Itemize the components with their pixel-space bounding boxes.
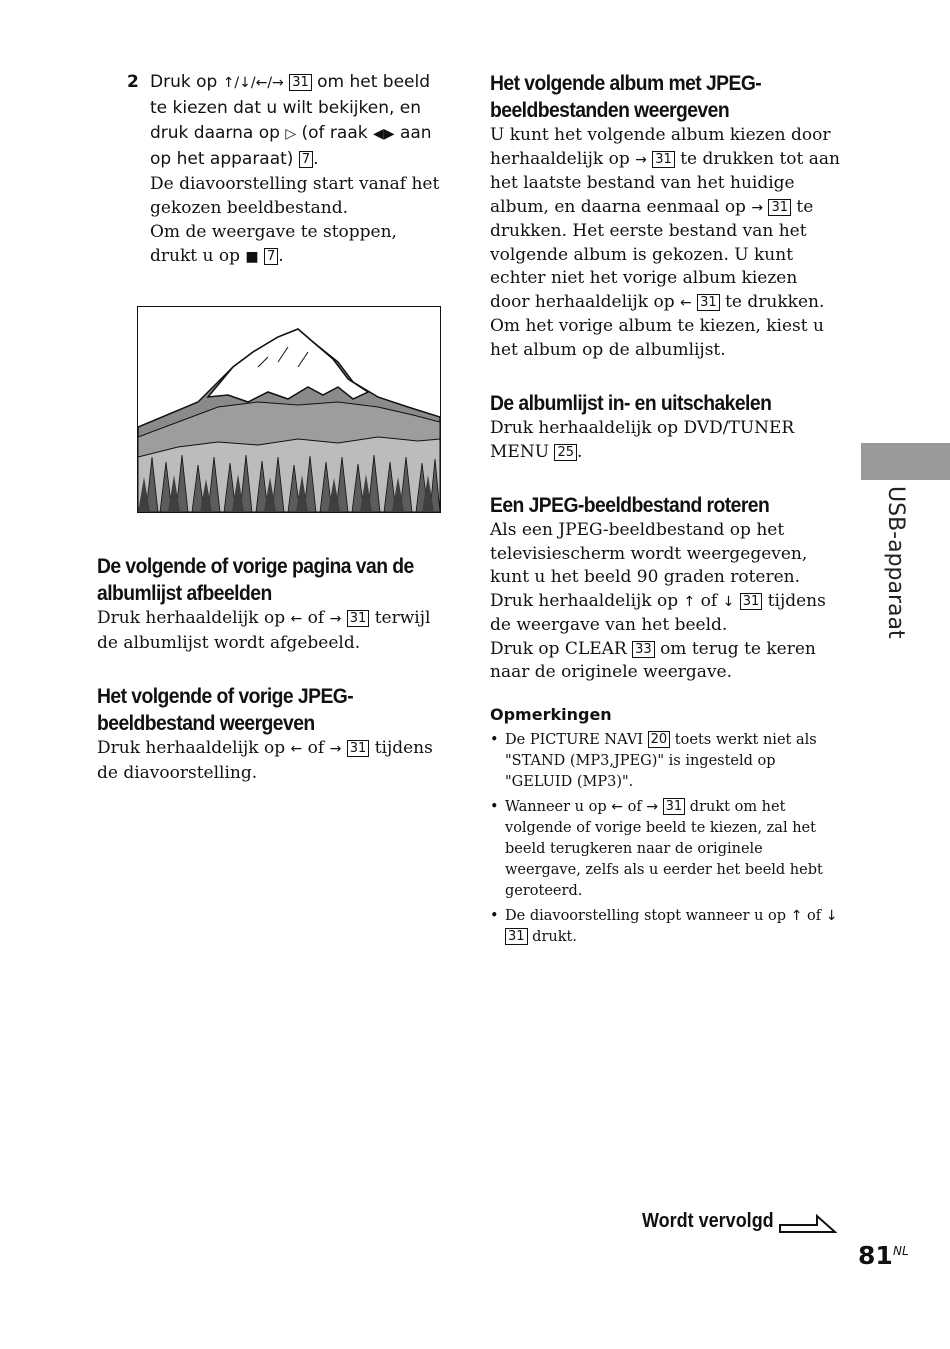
step-stop: Om de weergave te stoppen, drukt u op ■ 7 . [150,222,397,266]
arrow-down-icon: ↓ [825,907,838,924]
arrow-left-icon: ← [611,798,623,815]
section-heading: Het volgende album met JPEG-beeldbestanden weergeven [490,72,762,122]
section-heading: De albumlijst in- en uitschakelen [490,392,772,415]
arrow-left-icon: ← [680,294,692,311]
continued-label: Wordt vervolgd [642,1210,774,1232]
note-item: • De diavoorstelling stopt wanneer u op ↑ of ↓ 31 drukt. [490,906,840,948]
ref-number: 31 [289,74,312,91]
ref-number: 31 [740,593,763,610]
arrow-left-icon: ← [290,741,303,757]
section-next-prev-file [97,683,442,785]
step-number: 2 [127,72,139,92]
ref-number: 31 [347,740,370,757]
section-body: Druk herhaaldelijk op ↑ of ↓ 31 tijdens de weergave van het beeld. [490,590,826,635]
section-body: Druk herhaaldelijk op ← of → 31 tijdens de diavoorstelling. [97,738,433,783]
step-instruction: Druk op ↑/↓/←/→ 31 om het beeld te kiezen dat u wilt bekijken, en druk daarna op ▷ (of raak ◀▶ aan op het apparaat) 7 . [150,72,432,169]
section-heading: De volgende of vorige pagina van de albumlijst afbeelden [97,555,414,605]
section-body: Als een JPEG-beeldbestand op het televisiescherm wordt weergegeven, kunt u het beeld 90 graden roteren. [490,520,808,587]
mountain-landscape-icon [137,306,441,513]
section-body: Druk op CLEAR 33 om terug te keren naar de originele weergave. [490,638,816,682]
notes-block [490,705,840,948]
arrow-up-icon: ↑ [683,593,696,610]
arrow-right-icon: → [329,611,342,627]
arrow-right-icon: → [329,741,342,757]
section-body: U kunt het volgende album kiezen door herhaaldelijk op → 31 te drukken tot aan het laatste bestand van het huidige album, en daarna eenmaal op → 31 te drukken. Het eerste bestand van het volgende album is gekozen. U kunt echter niet het vorige album kiezen door herhaaldelijk op ← 31 te drukken. Om het vorige album te kiezen, kiest u het album op de albumlijst. [490,125,840,360]
note-item: • Wanneer u op ← of → 31 drukt om het volgende of vorige beeld te kiezen, zal het beeld terugkeren naar de originele weergave, zelfs als u eerder het beeld hebt geroteerd. [490,797,840,902]
ref-number: 7 [299,151,313,168]
side-tab [861,443,950,480]
arrow-left-icon: ← [290,611,303,627]
section-body: Druk herhaaldelijk op ← of → 31 terwijl de albumlijst wordt afgebeeld. [97,608,431,653]
notes-title: Opmerkingen [490,704,612,724]
ref-number: 31 [663,798,686,815]
ref-number: 25 [554,444,577,461]
continued-arrow-icon [779,1212,837,1234]
left-column [97,70,442,269]
side-tab-label: USB-apparaat [883,486,908,639]
page-number: 81 [858,1241,893,1270]
ref-number: 31 [505,928,528,945]
ref-number: 33 [632,641,655,658]
ref-number: 31 [697,294,720,311]
arrow-keys-icon: ↑/↓/←/→ [222,75,284,91]
ref-number: 7 [264,248,278,265]
note-item: • De PICTURE NAVI 20 toets werkt niet als "STAND (MP3,JPEG)" is ingesteld op "GELUID (MP3)". [490,730,840,793]
notes-list [490,730,840,948]
arrow-right-icon: → [646,798,659,815]
step-result: De diavoorstelling start vanaf het gekozen beeldbestand. [150,174,440,218]
arrow-down-icon: ↓ [722,593,735,610]
right-column [490,70,840,952]
ref-number: 20 [648,731,671,748]
touch-play-icon: ◀▶ [373,126,395,142]
ref-number: 31 [768,199,791,216]
play-icon: ▷ [285,126,297,142]
section-album-list-toggle [490,390,840,464]
stop-icon: ■ [245,249,259,265]
section-heading: Het volgende of vorige JPEG-beeldbestand weergeven [97,685,354,735]
page-language: NL [893,1244,909,1258]
ref-number: 31 [652,151,675,168]
arrow-right-icon: → [751,199,764,216]
ref-number: 31 [347,610,370,627]
arrow-right-icon: → [635,151,647,168]
step-2 [97,70,442,269]
section-page-navigation [97,553,442,655]
left-sections [97,553,442,813]
section-next-album [490,70,840,362]
section-body: Druk herhaaldelijk op DVD/TUNER MENU 25 . [490,418,795,462]
section-heading: Een JPEG-beeldbestand roteren [490,494,770,517]
section-rotate [490,492,840,685]
arrow-up-icon: ↑ [790,907,803,924]
